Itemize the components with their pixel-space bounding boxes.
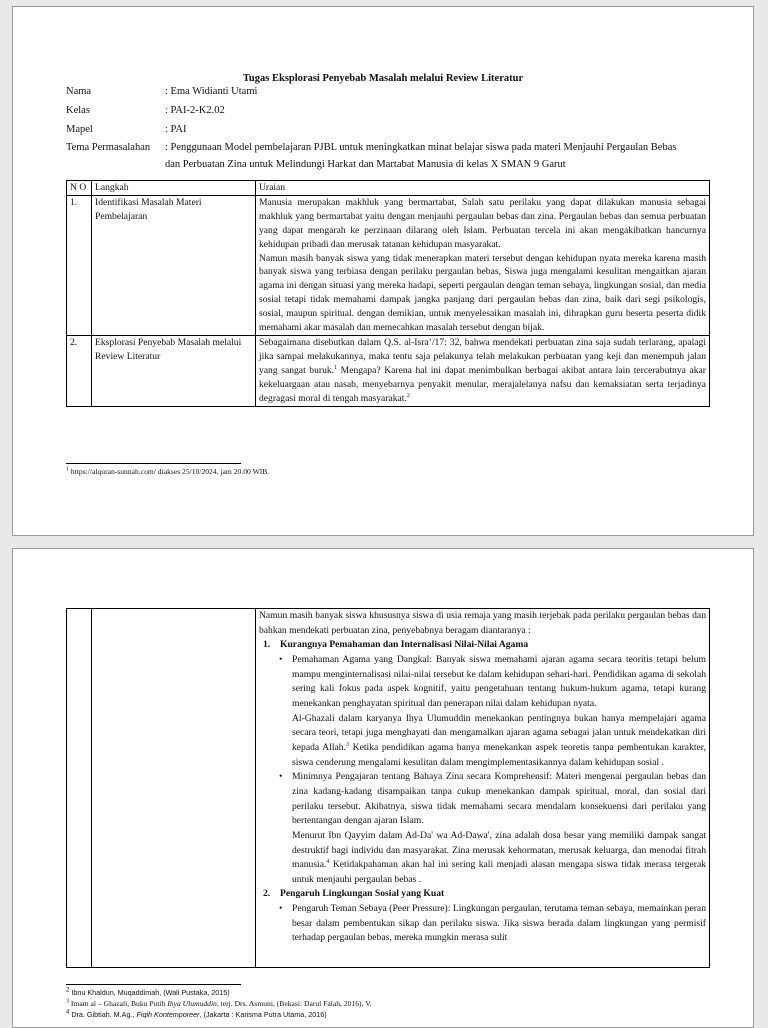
header-langkah: Langkah (92, 181, 256, 196)
row-number: 1. (67, 195, 92, 335)
footnote-number: 1 (66, 466, 69, 473)
table-header-row (67, 181, 710, 196)
footnote-ref[interactable]: 3 (346, 741, 349, 748)
description-paragraph: Manusia merupakan makhluk yang bermartabat, Salah satu perilaku yang dapat dilakukan manusia sebagai makhluk yang bermartabat yaitu dengan menjauhi pergaulan bebas dan zina. Pergaulan bebas dan semua perbuatan yang dapat mengarah ke perzinaan dilarang oleh Islam. Perbuatan tercela ini akan mengakibatkan hancurnya kehidupan pribadi dan merusak tatanan kehidupan masyarakat. (259, 196, 706, 250)
bullet-icon: • (279, 653, 283, 665)
bullet-text: Menurut Ibn Qayyim dalam Ad-Da' wa Ad-Dawa', zina adalah dosa besar yang memiliki dampak sangat destruktif bagi individu dan masyarakat. Zina merusak kehormatan, merusak keluarga, dan menodai fitrah manusia. (292, 829, 706, 871)
bullet-text: Al-Ghazali dalam karyanya Ihya Ulumuddin menekankan pentingnya bukan hanya mempelajari agama secara teori, tetapi juga menghayati dan mengamalkan ajaran agama sebagai jalan untuk mendekatkan diri kepada Allah. (292, 712, 706, 753)
footnote-number: 3 (66, 998, 69, 1005)
review-table-continued (66, 608, 710, 968)
footnote-ref[interactable]: 1 (334, 364, 338, 371)
footnote-book-title: Fiqih Kontemporeer (136, 1010, 200, 1019)
document-page-1 (12, 6, 754, 536)
row-description (256, 609, 710, 968)
bullet-text: Ketika pendidikan agama hanya menekankan aspek teoretis tanpa pembentukan karakter, siswa cenderung mengalami kesulitan dalam mengimplementasikannya dalam kehidupan sosial . (292, 741, 706, 768)
section-number: 1. (263, 639, 271, 651)
header-uraian: Uraian (256, 181, 710, 196)
row-step-empty (92, 609, 256, 968)
footnote-1 (66, 467, 269, 476)
list-item (279, 902, 706, 946)
meta-value: : PAI (165, 124, 187, 135)
section-number: 2. (263, 888, 271, 900)
meta-value: : Penggunaan Model pembelajaran PJBL untuk meningkatkan minat belajar siswa pada materi Menjauhi Pergaulan Bebas (165, 142, 677, 153)
footnote-text[interactable]: https://alquran-sunnah.com/ diakses 25/10/2024, jam 20.00 WIB. (69, 467, 270, 476)
description-text: Sebagaimana disebutkan dalam Q.S. al-Isra’/17: 32, bahwa mendekati perbuatan zina saja sudah terlarang, apalagi jika sampai melakukannya, maka tentu saja pelakunya telah melakukan perbuatan yang keji dan menempuh jalan yang sangat buruk. (259, 336, 706, 376)
meta-row-mapel (66, 121, 187, 139)
footnote-number: 4 (66, 1009, 70, 1016)
bullet-list (259, 653, 706, 888)
row-description (256, 195, 710, 335)
review-table (66, 180, 710, 407)
meta-theme-continuation: dan Perbuatan Zina untuk Melindungi Harkat dan Martabat Manusia di kelas X SMAN 9 Garut (165, 159, 566, 170)
bullet-paragraph (292, 829, 706, 888)
bullet-list (259, 902, 706, 946)
footnote-divider (66, 984, 241, 985)
footnote-2 (66, 988, 230, 997)
meta-row-nama (66, 83, 257, 101)
row-description (256, 335, 710, 406)
footnote-4 (66, 1010, 327, 1019)
footnote-number: 2 (66, 987, 70, 994)
meta-value: : PAI-2-K2.02 (165, 105, 225, 116)
table-row (67, 195, 710, 335)
document-title: Tugas Eksplorasi Penyebab Masalah melalui Review Literatur (242, 73, 524, 84)
footnote-book-title: Ihya Ulumuddin (167, 999, 217, 1008)
meta-value: : Ema Widianti Utami (165, 86, 258, 97)
footnote-text: , (Jakarta : Karisma Putra Utama, 2016) (199, 1010, 327, 1019)
section-heading-2 (259, 887, 706, 902)
row-number: 2. (67, 335, 92, 406)
meta-label: Mapel (66, 124, 93, 135)
meta-label: Tema Permasalahan (66, 142, 151, 153)
description-paragraph: Namun masih banyak siswa yang tidak menerapkan materi tersebut dengan kehidupan nyata mereka karena masih banyak siswa yang terbiasa dengan perilaku pergaulan bebas, Siswa juga mengalami kesulitan mengaitkan ajaran agama ini dengan situasi yang mereka hadapi, seperti pergaulan dengan teman sebaya, lingkungan sosial, dan media sosial tetapi tidak memahami dampak jangka panjang dari pergaulan bebas dan zina, baik dari segi psikologis, sosial, maupun spiritual. dengan demikian, untuk menyelesaikan masalah ini, dihrapkan guru beserta peserta didik memahami akar masalah dan memecahkan masalah tersebut dengan bijak. (259, 252, 706, 334)
footnote-ref[interactable]: 2 (406, 392, 410, 399)
meta-label: Nama (66, 86, 92, 97)
list-item (279, 770, 706, 887)
footnote-divider (66, 463, 241, 464)
footnote-text: Dra. Gibtiah, M.Ag., (69, 1010, 137, 1019)
section-heading-1 (259, 638, 706, 653)
footnote-ref[interactable]: 4 (326, 858, 330, 865)
section-title: Kurangnya Pemahaman dan Internalisasi Nilai-Nilai Agama (280, 639, 529, 651)
bullet-text: Minimnya Pengajaran tentang Bahaya Zina secara Komprehensif: Materi mengenai pergaulan bebas dan zina kadang-kadang disampaikan tanpa cukup menekankan dampak spiritual, moral, dan sosial dari perilaku tersebut. Akibatnya, siswa tidak memahami secara mendalam konsekuensi dari perilaku yang bertentangan dengan ajaran Islam. (292, 771, 706, 827)
bullet-text: Pemahaman Agama yang Dangkal: Banyak siswa memahami ajaran agama secara teoritis tetapi belum mampu menginternalisasi nilai-nilai tersebut ke dalam kehidupan sehari-hari. Pendidikan agama di sekolah sering kali fokus pada aspek kognitif, yaitu pengetahuan tentang hukum-hukum agama, tetapi kurang menekankan penghayatan spiritual dan penerapan nilai dalam kehidupan nyata. (292, 653, 706, 709)
footnote-text: , terj. Drs. Asmuni, (Bekasi: Darul Falah, 2016), V. (216, 999, 372, 1008)
footnote-3 (66, 999, 372, 1008)
table-row (67, 335, 710, 406)
meta-row-kelas (66, 102, 225, 120)
bullet-paragraph (292, 712, 706, 771)
document-page-2 (12, 548, 754, 1028)
footnote-text: Imam al – Ghazali, Buku Putih (69, 999, 168, 1008)
footnote-text: Ibnu Khaldun, Muqaddimah, (Wali Pustaka, 2015) (69, 988, 230, 997)
header-no: N O (67, 181, 92, 196)
table-row (67, 609, 710, 968)
bullet-icon: • (279, 771, 283, 783)
description-text: Mengapa? Karena hal ini dapat menimbulkan berbagai akibat antara lain tercerabutnya akar kekeluargaan atau nasab, menyebarnya penyakit menular, merajalelanya nafsu dan kemaksiatan serta terjadinya degragasi moral di tengah masyarakat. (259, 364, 706, 404)
intro-paragraph: Namun masih banyak siswa khususnya siswa di usia remaja yang masih terjebak pada perilaku pergaulan bebas dan bahkan mendekati perbuatan zina, penyebabnya beragam diantaranya : (259, 610, 706, 636)
bullet-text: Pengaruh Teman Sebaya (Peer Pressure): Lingkungan pergaulan, terutama teman sebaya, memainkan peran besar dalam pembentukan sikap dan perilaku siswa. Jika siswa berada dalam lingkungan yang permisif terhadap pergaulan bebas, mereka mungkin merasa sulit (292, 903, 706, 944)
meta-label: Kelas (66, 105, 90, 116)
bullet-icon: • (279, 903, 283, 915)
bullet-text: Ketidakpahaman akan hal ini sering kali menjadi alasan mengapa siswa tidak merasa tergerak untuk menjauhi pergaulan bebas . (292, 859, 706, 885)
row-step: Identifikasi Masalah Materi Pembelajaran (92, 195, 256, 335)
meta-row-tema (66, 139, 676, 157)
section-title: Pengaruh Lingkungan Sosial yang Kuat (280, 888, 445, 900)
row-number-empty (67, 609, 92, 968)
row-step: Eksplorasi Penyebab Masalah melalui Review Literatur (92, 335, 256, 406)
list-item (279, 653, 706, 770)
